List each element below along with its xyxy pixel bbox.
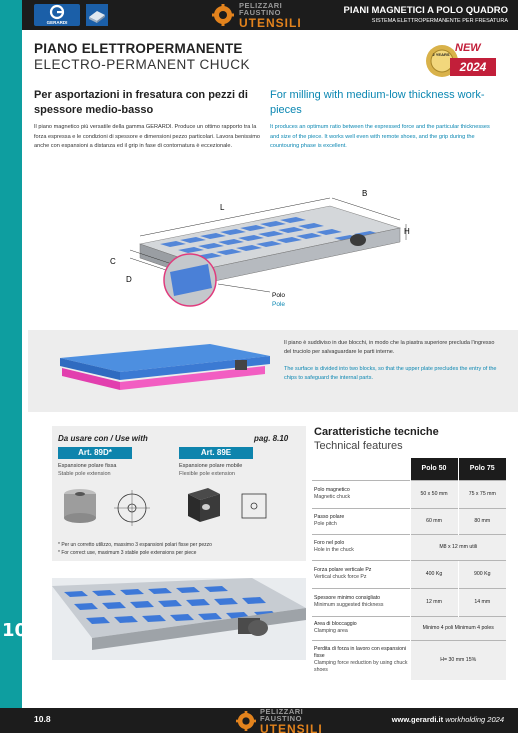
brand-logo [212, 1, 302, 29]
chuck-section-photo [60, 338, 270, 400]
tech-title-en: Technical features [314, 440, 403, 452]
table-row [312, 616, 506, 640]
brand-gear-icon [212, 4, 234, 26]
row-value: M8 x 12 mm utili [410, 534, 506, 560]
tech-table-header [312, 458, 506, 480]
warranty-seal-text: 2 YEARS [432, 52, 450, 57]
footer-tag: workholding 2024 [445, 715, 504, 724]
pole-label-it: Polo [272, 292, 286, 299]
machine-icon [86, 4, 108, 26]
article-89d-tag: Art. 89D* [58, 447, 132, 459]
tech-header-blank [312, 458, 410, 480]
article-89e-desc [179, 462, 242, 478]
row-value: 80 mm [458, 508, 506, 534]
row-value: 50 x 50 mm [410, 480, 458, 508]
chapter-number: 10 [2, 620, 28, 641]
brand-line-2: FAUSTINO [239, 8, 281, 17]
row-label: Foro nel polo Hole in the chuck [312, 534, 410, 560]
row-label: Spessore minimo consigliato Minimum suggested thickness [312, 588, 410, 616]
chuck-closeup-photo [52, 578, 306, 660]
tech-col-polo-50: Polo 50 [410, 458, 458, 480]
row-label: Forza polare verticale Pz Vertical chuck force Pz [312, 560, 410, 588]
brand-line-3: UTENSILI [239, 15, 302, 30]
row-value: Minimo 4 poli Minimum 4 poles [410, 616, 506, 640]
dim-C: C [110, 257, 116, 266]
row-label: Perdita di forza in lavoro con espansioni fisse Clamping force reduction by using chuck shoes [312, 640, 410, 680]
article-89d-desc [58, 462, 116, 478]
block-note-en: The surface is divided into two blocks, so that the upper plate precludes the entry of the chips to safeguard the internal parts. [284, 366, 497, 381]
brand-line-1: PELIZZARI [239, 0, 283, 10]
footer-url [392, 715, 504, 724]
table-row [312, 588, 506, 616]
dim-D: D [126, 275, 132, 284]
gerardi-logo [34, 4, 80, 26]
article-89e-desc-en: Flexible pole extension [179, 471, 235, 477]
row-value: 900 Kg [458, 560, 506, 588]
dim-B: B [362, 189, 368, 198]
footer-website-link[interactable]: www.gerardi.it [391, 715, 444, 724]
product-title-en: ELECTRO-PERMANENT CHUCK [34, 57, 251, 72]
intro-body-it: Il piano magnetico più versatile della gamma GERARDI. Produce un ottimo rapporto tra la forza espressa e le condizioni di spessore e dimensioni pezzo particolari. Lavora benissimo anche con espansioni a distanza ed il grip in fase di contornatura è eccezionale. [34, 124, 261, 149]
footnote-it: * Per un corretto utilizzo, massimo 3 espansioni polari fisse per pezzo [58, 542, 212, 548]
tech-title-it: Caratteristiche tecniche [314, 426, 439, 438]
row-value: H= 30 mm 15% [410, 640, 506, 680]
row-label: Polo magnetico Magnetic chuck [312, 480, 410, 508]
accessories-drawing [58, 484, 298, 536]
row-label: Area di bloccaggio Clamping area [312, 616, 410, 640]
pole-label-en: Pole [272, 301, 286, 308]
use-with-page-ref: pag. 8.10 [254, 434, 289, 443]
intro-heading-en: For milling with medium-low thickness work-pieces [270, 89, 485, 116]
row-value: 14 mm [458, 588, 506, 616]
use-with-footnote [58, 541, 212, 557]
page-number: 10.8 [34, 714, 51, 724]
chuck-dimension-drawing [100, 184, 420, 316]
article-89d-desc-it: Espansione polare fissa [58, 463, 117, 469]
row-value: 75 x 75 mm [458, 480, 506, 508]
product-title-it: PIANO ELETTROPERMANENTE [34, 41, 243, 56]
dim-H: H [404, 227, 410, 236]
block-note-it: Il piano è suddiviso in due blocchi, in modo che la piastra superiore precluda l'ingresso del truciolo per salvaguardare le parti interne. [284, 340, 495, 355]
row-value: 12 mm [410, 588, 458, 616]
dim-L: L [220, 203, 225, 212]
article-89e-tag: Art. 89E [179, 447, 253, 459]
table-row [312, 640, 506, 680]
tech-col-polo-75: Polo 75 [458, 458, 506, 480]
footer-brand-line-2: FAUSTINO [260, 714, 302, 723]
footer-brand-line-3: UTENSILI [260, 721, 323, 733]
footnote-en: * For correct use, maximum 3 stable pole extensions per piece [58, 550, 197, 556]
row-value: 60 mm [410, 508, 458, 534]
footer-brand-logo [236, 706, 323, 733]
tech-table [312, 458, 506, 680]
article-89d-desc-en: Stable pole extension [58, 471, 111, 477]
article-89e-desc-it: Espansione polare mobile [179, 463, 243, 469]
header-title: PIANI MAGNETICI A POLO QUADRO [343, 5, 508, 16]
gerardi-logo-text: GERARDI [46, 20, 68, 25]
new-year-label: 2024 [450, 58, 496, 76]
intro-body-en: It produces an optimum ratio between the expressed force and the particular thicknesses and size of the piece. It works well even with remote shoes, and the grip during the countouring phase is excellent. [270, 124, 490, 149]
row-label: Passo polare Pole pitch [312, 508, 410, 534]
table-row [312, 560, 506, 588]
new-label: NEW [455, 42, 481, 54]
table-row [312, 534, 506, 560]
table-row [312, 508, 506, 534]
use-with-label: Da usare con / Use with [58, 434, 148, 443]
intro-heading-it: Per asportazioni in fresatura con pezzi di spessore medio-basso [34, 89, 248, 116]
row-value: 400 Kg [410, 560, 458, 588]
header-subtitle: SISTEMA ELETTROPERMANENTE PER FRESATURA [371, 18, 508, 24]
table-row [312, 480, 506, 508]
footer-brand-line-1: PELIZZARI [260, 706, 304, 716]
footer-gear-icon [236, 711, 256, 731]
